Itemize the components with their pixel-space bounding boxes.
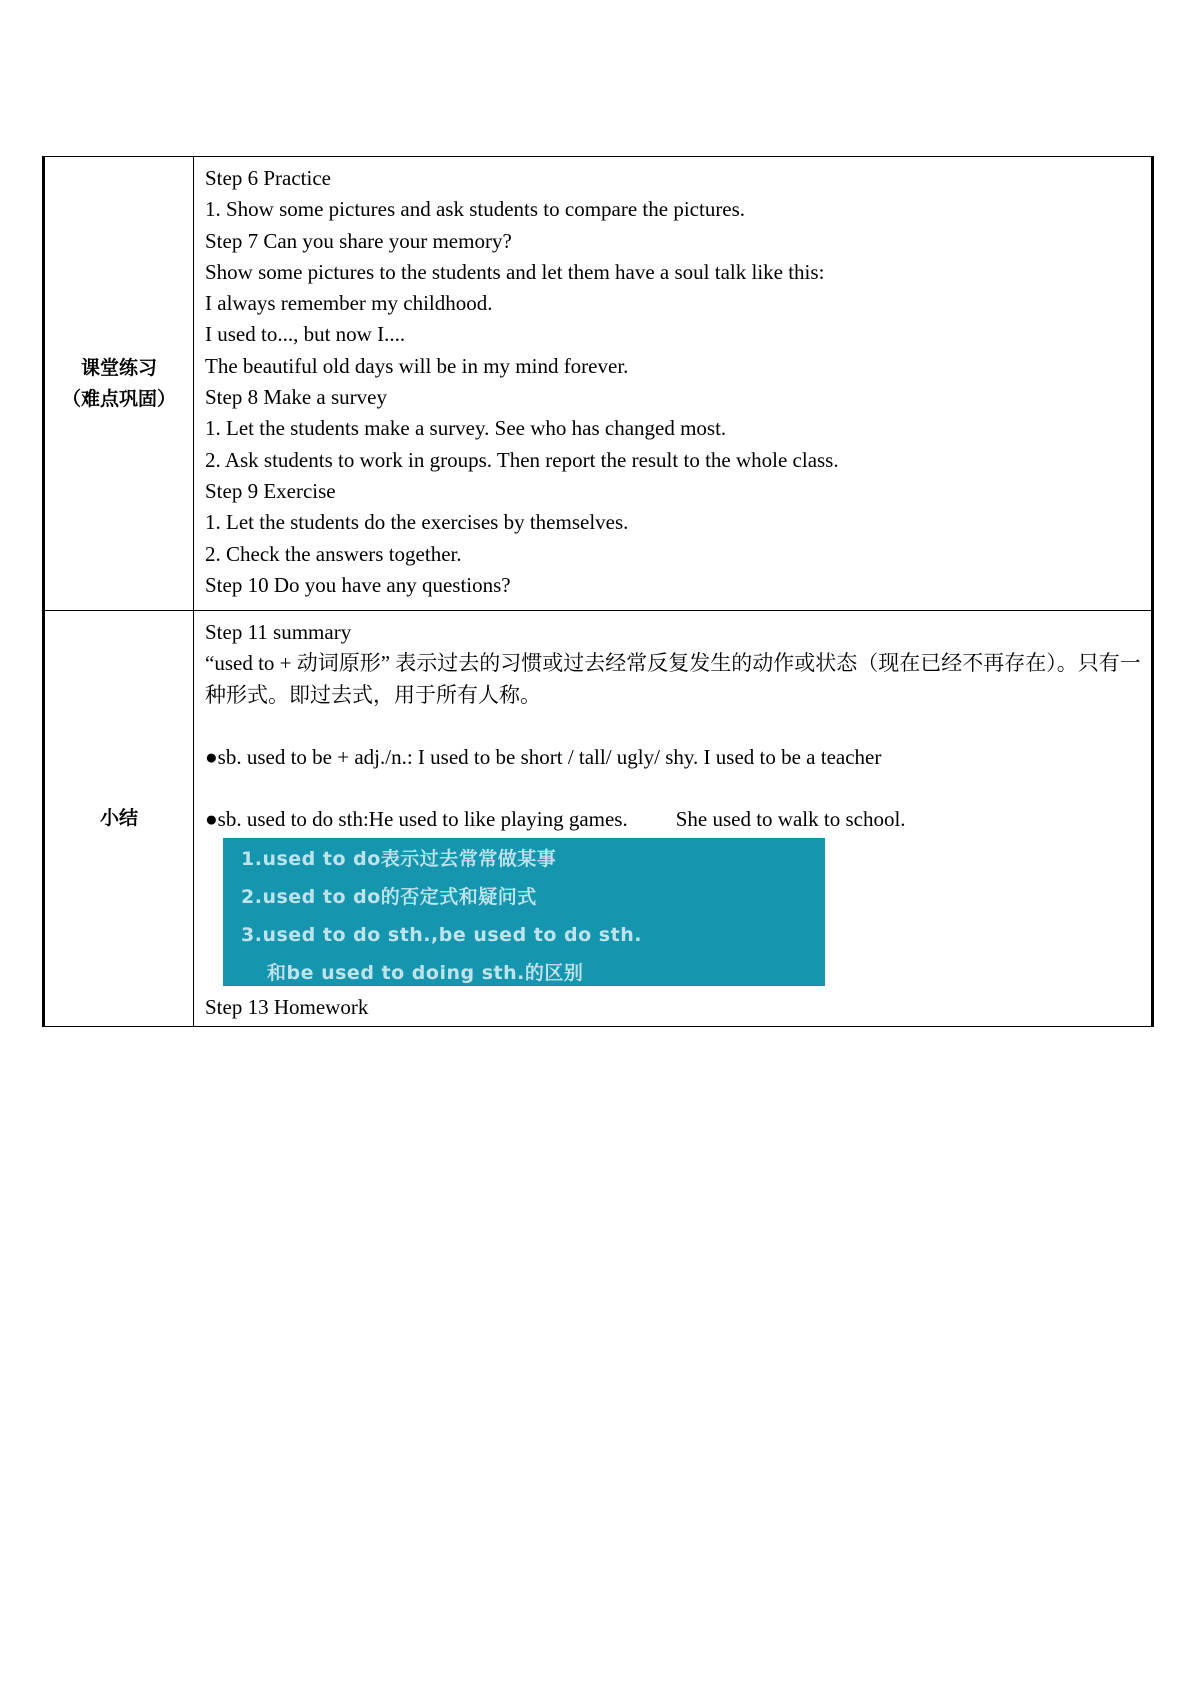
content-line: I used to..., but now I.... <box>205 322 406 347</box>
summary-explanation: “used to + 动词原形” 表示过去的习惯或过去经常反复发生的动作或状态（现在已经不再存在）。只有一种形式。即过去式，用于所有人称。 <box>205 651 1141 707</box>
summary-bullet-2-part-2: She used to walk to school. <box>675 807 906 832</box>
content-line: Step 7 Can you share your memory? <box>205 228 512 253</box>
content-line: 1. Show some pictures and ask students to compare the pictures. <box>205 197 746 222</box>
content-line: 1. Let the students make a survey. See who has changed most. <box>205 416 727 441</box>
slide-line-2: 2.used to do的否定式和疑问式 <box>241 886 537 909</box>
row-label-summary: 小结 <box>44 611 194 1027</box>
summary-bullet-2 <box>205 804 1141 835</box>
row-content-practice <box>194 157 1153 611</box>
spacer <box>205 711 1141 742</box>
summary-slide-image <box>223 838 825 986</box>
slide-line-4: 和be used to doing sth.的区别 <box>267 962 584 985</box>
content-line: Step 9 Exercise <box>205 478 336 503</box>
summary-bullet-1: ●sb. used to be + adj./n.: I used to be short / tall/ ugly/ shy. I used to be a teacher <box>205 744 882 769</box>
content-line: The beautiful old days will be in my mind forever. <box>205 353 629 378</box>
label-practice-line-1: 课堂练习 <box>80 356 157 379</box>
content-line: I always remember my childhood. <box>205 291 493 316</box>
content-line: Step 6 Practice <box>205 166 331 190</box>
content-line: Show some pictures to the students and let them have a soul talk like this: <box>205 259 825 284</box>
summary-bullet-2-part-1: ●sb. used to do sth:He used to like playing games. <box>205 807 628 832</box>
row-label-practice <box>44 157 194 611</box>
content-line: Step 10 Do you have any questions? <box>205 572 511 597</box>
row-content-summary <box>194 611 1153 1027</box>
step-11-heading: Step 11 summary <box>205 620 352 644</box>
lesson-plan-table <box>42 156 1154 1027</box>
slide-line-3: 3.used to do sth.,be used to do sth. <box>241 924 642 947</box>
label-practice-line-2: （难点巩固） <box>61 387 176 410</box>
step-13-heading: Step 13 Homework <box>205 995 369 1020</box>
content-line: 2. Check the answers together. <box>205 541 462 566</box>
content-line: 1. Let the students do the exercises by themselves. <box>205 510 629 535</box>
slide-line-1: 1.used to do表示过去常常做某事 <box>241 848 557 871</box>
content-line: Step 8 Make a survey <box>205 385 387 410</box>
spacer <box>205 773 1141 804</box>
table-row-summary <box>44 611 1153 1027</box>
content-line: 2. Ask students to work in groups. Then report the result to the whole class. <box>205 447 839 472</box>
table-row-practice <box>44 157 1153 611</box>
